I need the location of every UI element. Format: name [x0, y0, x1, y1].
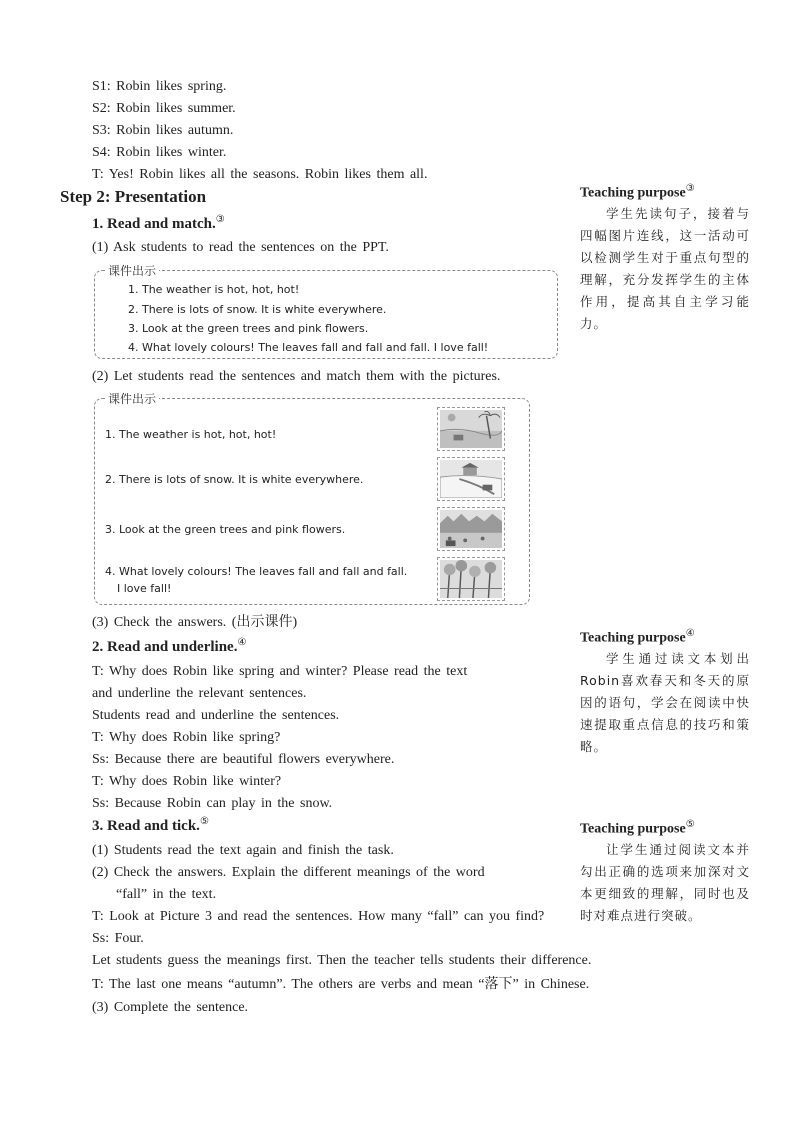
match-box: [94, 392, 530, 605]
instruction: (2) Let students read the sentences and match them with the pictures.: [92, 369, 501, 384]
slide-line: 3. Look at the green trees and pink flowers.: [128, 322, 369, 335]
box-label: 课件出示: [105, 262, 159, 279]
dialogue-line: T: The last one means “autumn”. The others are verbs and mean “落下” in Chinese.: [92, 977, 590, 992]
dialogue-line: T: Why does Robin like winter?: [92, 774, 282, 789]
teaching-purpose-body: 让学生通过阅读文本并勾出正确的选项来加深对文本更细致的理解，同时也及时对难点进行突破。: [580, 842, 750, 923]
teaching-purpose-title: Teaching purpose④: [580, 628, 695, 646]
dialogue-line: T: Look at Picture 3 and read the sentences. How many “fall” can you find?: [92, 909, 545, 924]
dialogue-line: S3: Robin likes autumn.: [92, 123, 234, 138]
dialogue-line: Ss: Four.: [92, 931, 144, 946]
dialogue-line: S4: Robin likes winter.: [92, 145, 227, 160]
match-sentence: 1. The weather is hot, hot, hot!: [105, 428, 277, 441]
teaching-purpose-body: 学生通过读文本划出Robin喜欢春天和冬天的原因的语句，学会在阅读中快速提取重点信息的技巧和策略。: [580, 651, 750, 754]
snow-picture: [437, 457, 505, 501]
instruction: (3) Check the answers. (出示课件): [92, 615, 298, 630]
dialogue-line: Let students guess the meanings first. Then the teacher tells students their difference.: [92, 953, 592, 968]
dialogue-line: Ss: Because Robin can play in the snow.: [92, 796, 333, 811]
teaching-purpose-title: Teaching purpose③: [580, 183, 695, 201]
dialogue-line: S1: Robin likes spring.: [92, 79, 227, 94]
dialogue-line: and underline the relevant sentences.: [92, 686, 307, 701]
spring-picture: [437, 507, 505, 551]
slide-line: 2. There is lots of snow. It is white everywhere.: [128, 303, 387, 316]
slide-line: 4. What lovely colours! The leaves fall and fall and fall. I love fall!: [128, 341, 489, 354]
dialogue-line: T: Why does Robin like spring?: [92, 730, 281, 745]
box-label: 课件出示: [105, 390, 159, 407]
beach-picture: [437, 407, 505, 451]
dialogue-line: T: Why does Robin like spring and winter? Please read the text: [92, 664, 468, 679]
slide-line: 1. The weather is hot, hot, hot!: [128, 283, 300, 296]
dialogue-line: T: Yes! Robin likes all the seasons. Robin likes them all.: [92, 167, 428, 182]
dialogue-line: S2: Robin likes summer.: [92, 101, 236, 116]
section-title-read-match: 1. Read and match.③: [92, 214, 225, 232]
instruction: (3) Complete the sentence.: [92, 1000, 249, 1015]
teaching-purpose-title: Teaching purpose⑤: [580, 819, 695, 837]
instruction: (2) Check the answers. Explain the different meanings of the word: [92, 865, 485, 880]
dialogue-line: Students read and underline the sentences.: [92, 708, 340, 723]
match-sentence: 3. Look at the green trees and pink flowers.: [105, 523, 346, 536]
instruction: (1) Students read the text again and finish the task.: [92, 843, 394, 858]
autumn-picture: [437, 557, 505, 601]
slide-box: [94, 264, 558, 359]
match-sentence: 4. What lovely colours! The leaves fall and fall and fall.: [105, 565, 408, 578]
instruction: “fall” in the text.: [116, 887, 217, 902]
dialogue-line: Ss: Because there are beautiful flowers everywhere.: [92, 752, 395, 767]
match-sentence: 2. There is lots of snow. It is white everywhere.: [105, 473, 364, 486]
teaching-purpose-body: 学生先读句子，接着与四幅图片连线，这一活动可以检测学生对于重点句型的理解，充分发挥学生的主体作用，提高其自主学习能力。: [580, 206, 750, 331]
instruction: (1) Ask students to read the sentences on the PPT.: [92, 240, 389, 255]
match-sentence: I love fall!: [117, 582, 172, 595]
section-title-read-tick: 3. Read and tick.⑤: [92, 816, 209, 834]
section-title-read-underline: 2. Read and underline.④: [92, 637, 247, 655]
step-title: Step 2: Presentation: [60, 187, 207, 206]
